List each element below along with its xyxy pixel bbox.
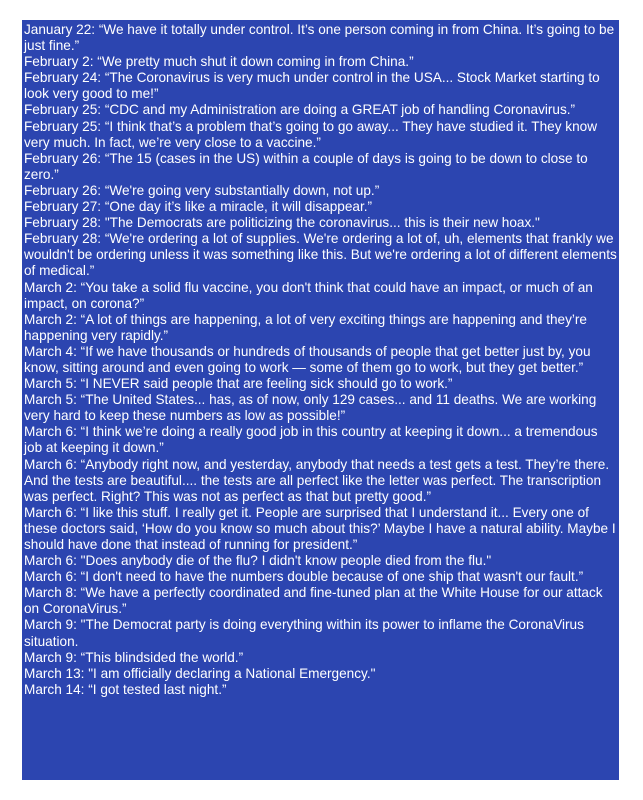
quote-text: “We're going very substantially down, not up.” xyxy=(104,182,380,198)
quote-entry xyxy=(24,231,617,279)
quote-text: "The Democrat party is doing everything within its power to inflame the CoronaVirus situation. xyxy=(24,617,584,649)
quote-text: “Anybody right now, and yesterday, anybody that needs a test gets a test. They’re there. And the tests are beautiful.... the tests are all perfect like the letter was perfect. The transcription was perfect. Right? This was not as perfect as that but pretty good.” xyxy=(24,456,610,504)
quote-text: “We're ordering a lot of supplies. We're ordering a lot of, uh, elements that frankly we wouldn't be ordering unless it was something like this. But we're ordering a lot of different elements of medical.” xyxy=(24,231,617,279)
quote-entry xyxy=(24,54,617,70)
quote-date: March 2: xyxy=(24,311,77,327)
quote-entry xyxy=(24,70,617,102)
quote-text: “I think we’re doing a really good job in this country at keeping it down... a tremendous job at keeping it down.” xyxy=(24,424,598,456)
quote-date: February 26: xyxy=(24,150,102,166)
quote-entry xyxy=(24,585,617,617)
quote-date: March 6: xyxy=(24,456,77,472)
quote-text: “I don't need to have the numbers double because of one ship that wasn't our fault.” xyxy=(80,569,584,585)
quote-text: “I got tested last night.” xyxy=(88,681,227,697)
quote-date: February 2: xyxy=(24,54,94,70)
quote-text: “CDC and my Administration are doing a GREAT job of handling Coronavirus.” xyxy=(104,102,576,118)
quote-date: March 5: xyxy=(24,376,77,392)
quote-text: "Does anybody die of the flu? I didn't know people died from the flu." xyxy=(80,553,492,569)
quote-date: March 4: xyxy=(24,343,77,359)
quote-entry xyxy=(24,312,617,344)
quote-date: February 25: xyxy=(24,102,102,118)
quote-entry xyxy=(24,682,617,698)
quote-entry xyxy=(24,280,617,312)
quote-text: “One day it’s like a miracle, it will disappear.” xyxy=(104,199,373,215)
quote-date: March 9: xyxy=(24,617,77,633)
quote-date: March 6: xyxy=(24,553,77,569)
quote-entry xyxy=(24,457,617,505)
quote-date: January 22: xyxy=(24,22,96,37)
quote-entry xyxy=(24,617,617,649)
quote-text: “I think that’s a problem that’s going to go away... They have studied it. They know very much. In fact, we’re very close to a vaccine.” xyxy=(24,118,598,150)
quote-entry xyxy=(24,151,617,183)
quote-date: February 24: xyxy=(24,70,102,86)
quote-text: “I like this stuff. I really get it. People are surprised that I understand it... Every one of these doctors said, ‘How do you know so much about this?’ Maybe I have a natural ability. Maybe I should have done that instead of running for president.” xyxy=(24,504,616,552)
quote-entry xyxy=(24,505,617,553)
quote-date: February 28: xyxy=(24,215,102,231)
quote-text: “We have it totally under control. It’s one person coming in from China. It’s going to be just fine.” xyxy=(24,22,615,54)
quote-entry xyxy=(24,553,617,569)
quote-date: February 26: xyxy=(24,182,102,198)
quote-text: “A lot of things are happening, a lot of very exciting things are happening and they’re happening very rapidly.” xyxy=(24,311,587,343)
quote-entry xyxy=(24,424,617,456)
quote-date: March 6: xyxy=(24,424,77,440)
quote-date: February 28: xyxy=(24,231,102,247)
quote-date: March 2: xyxy=(24,279,77,295)
quote-entry xyxy=(24,102,617,118)
quote-text: “We pretty much shut it down coming in from China.” xyxy=(97,54,414,70)
quote-entry xyxy=(24,22,617,54)
quote-panel xyxy=(22,20,619,780)
quote-text: "The Democrats are politicizing the coronavirus... this is their new hoax." xyxy=(104,215,540,231)
quote-entry xyxy=(24,392,617,424)
quote-text: “The 15 (cases in the US) within a couple of days is going to be down to close to zero.” xyxy=(24,150,588,182)
quote-entry xyxy=(24,199,617,215)
quote-entry xyxy=(24,215,617,231)
quote-entry xyxy=(24,569,617,585)
quote-date: March 14: xyxy=(24,681,85,697)
quote-text: “We have a perfectly coordinated and fine-tuned plan at the White House for our attack on CoronaVirus.” xyxy=(24,585,603,617)
quote-entry xyxy=(24,183,617,199)
quote-date: March 9: xyxy=(24,649,77,665)
quote-text: “You take a solid flu vaccine, you don't think that could have an impact, or much of an impact, on corona?” xyxy=(24,279,593,311)
quote-entry xyxy=(24,666,617,682)
quote-entry xyxy=(24,650,617,666)
quote-date: March 6: xyxy=(24,504,77,520)
quote-entry xyxy=(24,376,617,392)
quote-date: February 25: xyxy=(24,118,102,134)
quote-date: March 13: xyxy=(24,665,85,681)
quote-entry xyxy=(24,119,617,151)
quote-text: “This blindsided the world.” xyxy=(80,649,244,665)
quote-date: February 27: xyxy=(24,199,102,215)
quote-text: “The Coronavirus is very much under control in the USA... Stock Market starting to look very good to me!” xyxy=(24,70,600,102)
quote-date: March 8: xyxy=(24,585,77,601)
quote-text: "I am officially declaring a National Emergency." xyxy=(88,665,376,681)
quote-date: March 5: xyxy=(24,392,77,408)
quote-text: “The United States... has, as of now, only 129 cases... and 11 deaths. We are working very hard to keep these numbers as low as possible!” xyxy=(24,392,597,424)
quote-date: March 6: xyxy=(24,569,77,585)
quote-text: “I NEVER said people that are feeling sick should go to work.” xyxy=(80,376,453,392)
quote-text: “If we have thousands or hundreds of thousands of people that get better just by, you know, sitting around and even going to work — some of them go to work, but they get better.” xyxy=(24,343,591,375)
quote-entry xyxy=(24,344,617,376)
